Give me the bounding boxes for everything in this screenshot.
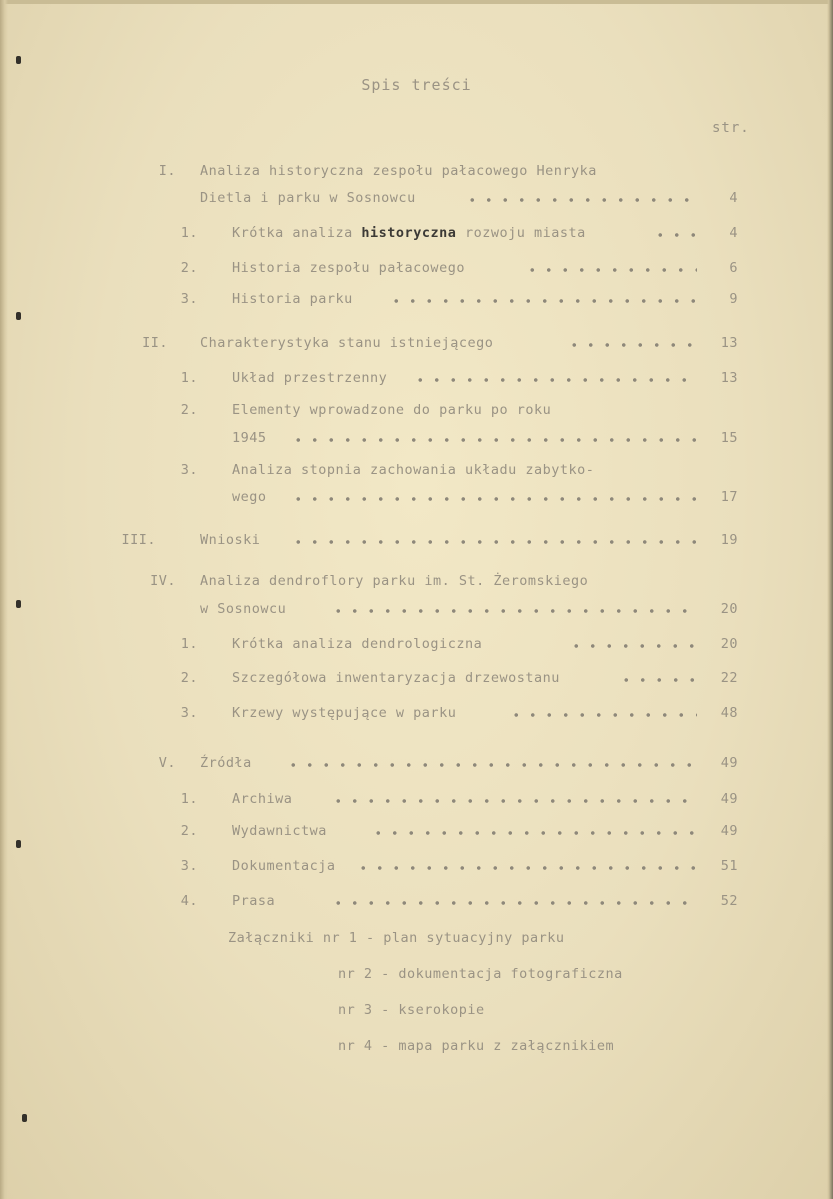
toc-entry-number: II.	[142, 335, 168, 351]
toc-page-number: 49	[720, 791, 738, 807]
toc-entry	[0, 636, 833, 656]
annex-line: nr 4 - mapa parku z załącznikiem	[338, 1038, 615, 1054]
toc-entry-text: Dokumentacja	[232, 858, 336, 874]
emphasized-word: historyczna	[361, 225, 457, 241]
toc-entry	[0, 858, 833, 878]
toc-entry	[0, 755, 833, 775]
toc-entry	[0, 260, 833, 280]
toc-page-number: 17	[720, 489, 738, 505]
toc-entry-text: Analiza stopnia zachowania układu zabytko-	[232, 462, 595, 478]
toc-page-number: 49	[720, 823, 738, 839]
toc-entry-text: Układ przestrzenny	[232, 370, 388, 386]
binding-hole-mark	[16, 312, 21, 320]
toc-entry-text: Elementy wprowadzone do parku po roku	[232, 402, 552, 418]
toc-leader-dots	[566, 343, 697, 347]
toc-page-number: 6	[729, 260, 738, 276]
toc-entry-text: Źródła	[200, 755, 252, 771]
page-title: Spis treści	[361, 76, 472, 94]
toc-entry	[0, 893, 833, 913]
binding-hole-mark	[16, 56, 21, 64]
toc-leader-dots	[330, 901, 697, 905]
toc-leader-dots	[412, 378, 697, 382]
toc-leader-dots	[618, 678, 697, 682]
toc-entry-number: 1.	[180, 225, 198, 241]
toc-entry-text: wego	[232, 489, 267, 505]
toc-leader-dots	[652, 233, 697, 237]
toc-entry-number: V.	[158, 755, 176, 771]
toc-entry-number: IV.	[150, 573, 176, 589]
toc-leader-dots	[290, 497, 697, 501]
binding-hole-mark	[22, 1114, 27, 1122]
toc-entry-number: 1.	[180, 636, 198, 652]
annex-line: Załączniki nr 1 - plan sytuacyjny parku	[228, 930, 565, 946]
toc-entry-text: Krótka analiza dendrologiczna	[232, 636, 483, 652]
toc-page-number: 49	[720, 755, 738, 771]
toc-entry-number: 2.	[180, 823, 198, 839]
toc-page-number: 22	[720, 670, 738, 686]
toc-leader-dots	[330, 799, 697, 803]
toc-entry-number: 3.	[180, 705, 198, 721]
toc-entry-number: 2.	[180, 670, 198, 686]
toc-page-number: 15	[720, 430, 738, 446]
toc-entry-number: 1.	[180, 791, 198, 807]
toc-entry-number: 4.	[180, 893, 198, 909]
toc-entry	[0, 573, 833, 621]
toc-entry-text: Wydawnictwa	[232, 823, 327, 839]
toc-entry	[0, 823, 833, 843]
toc-entry-text: Archiwa	[232, 791, 293, 807]
toc-entry	[0, 462, 833, 509]
toc-leader-dots	[388, 299, 697, 303]
toc-entry-text: Prasa	[232, 893, 276, 909]
toc-entry-number: 1.	[180, 370, 198, 386]
toc-entry-number: 2.	[180, 402, 198, 418]
toc-page-number: 48	[720, 705, 738, 721]
toc-entry	[0, 291, 833, 311]
toc-leader-dots	[370, 831, 697, 835]
toc-leader-dots	[290, 438, 697, 442]
toc-entry	[0, 335, 833, 355]
toc-entry-text: Historia zespołu pałacowego	[232, 260, 465, 276]
toc-entry-number: III.	[121, 532, 156, 548]
toc-entry	[0, 670, 833, 690]
toc-entry-number: 2.	[180, 260, 198, 276]
toc-leader-dots	[355, 866, 697, 870]
toc-entry-text: Analiza dendroflory parku im. St. Żeromskiego	[200, 573, 589, 589]
toc-entry-number: 3.	[180, 462, 198, 478]
toc-leader-dots	[508, 713, 697, 717]
toc-entry-text: Dietla i parku w Sosnowcu	[200, 190, 416, 206]
toc-entry	[0, 163, 833, 210]
toc-page-number: 9	[729, 291, 738, 307]
paper-top-edge	[0, 0, 833, 4]
toc-page-number: 20	[720, 636, 738, 652]
toc-page-number: 4	[729, 225, 738, 241]
toc-entry-text: 1945	[232, 430, 267, 446]
toc-leader-dots	[464, 198, 697, 202]
toc-page-number: 20	[720, 601, 738, 617]
toc-entry	[0, 370, 833, 390]
toc-entry-text: Charakterystyka stanu istniejącego	[200, 335, 494, 351]
toc-entry	[0, 705, 833, 725]
annex-line: nr 3 - kserokopie	[338, 1002, 485, 1018]
toc-entry	[0, 402, 833, 450]
toc-entry-text: Szczegółowa inwentaryzacja drzewostanu	[232, 670, 560, 686]
toc-page-number: 52	[720, 893, 738, 909]
toc-leader-dots	[285, 763, 697, 767]
toc-entry-number: 3.	[180, 291, 198, 307]
toc-entry-text: Analiza historyczna zespołu pałacowego Henryka	[200, 163, 597, 179]
toc-page-number: 51	[720, 858, 738, 874]
toc-page-number: 19	[720, 532, 738, 548]
toc-page-number: 13	[720, 335, 738, 351]
toc-entry-text: Historia parku	[232, 291, 353, 307]
toc-entry-text: w Sosnowcu	[200, 601, 287, 617]
toc-entry-text: Krzewy występujące w parku	[232, 705, 457, 721]
toc-leader-dots	[524, 268, 697, 272]
toc-entry-text: Wnioski	[200, 532, 261, 548]
toc-page-number: 13	[720, 370, 738, 386]
toc-page-number: 4	[729, 190, 738, 206]
toc-entry	[0, 532, 833, 552]
toc-leader-dots	[568, 644, 697, 648]
toc-entry	[0, 791, 833, 811]
toc-leader-dots	[290, 540, 697, 544]
toc-leader-dots	[330, 609, 697, 613]
annex-line: nr 2 - dokumentacja fotograficzna	[338, 966, 623, 982]
toc-entry-text: Krótka analiza historyczna rozwoju miasta	[232, 225, 586, 241]
page-column-header: str.	[712, 120, 750, 136]
toc-entry	[0, 225, 833, 245]
toc-entry-number: I.	[158, 163, 176, 179]
toc-entry-number: 3.	[180, 858, 198, 874]
